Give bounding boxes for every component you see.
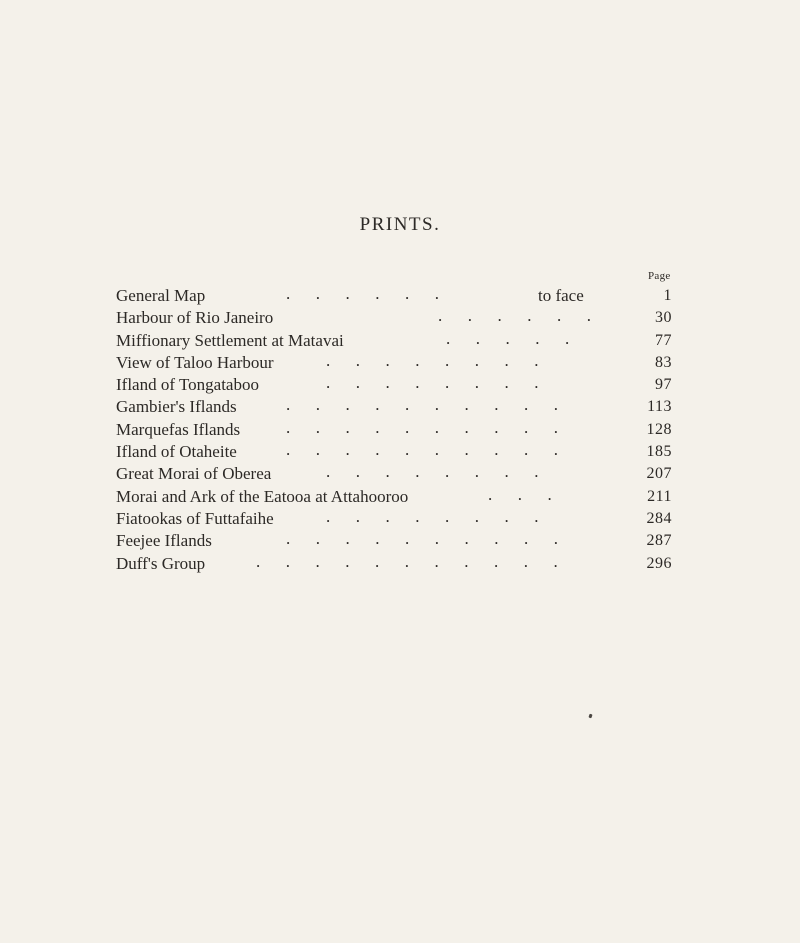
list-item [116,285,672,307]
print-title: Duff's Group [116,553,206,573]
page-column-label: Page [648,270,671,282]
page-number: 77 [655,331,672,349]
list-item [116,463,672,485]
print-title: Miffionary Settlement at Matavai [116,330,344,350]
print-title: Ifland of Otaheite [116,442,237,462]
list-item [116,419,672,441]
page-number: 113 [647,398,672,416]
list-item [116,441,672,463]
list-item [116,553,672,575]
print-title: Feejee Iflands [116,531,212,551]
list-item [116,530,672,552]
page-number: 1 [663,287,672,304]
leader-dots: . . . . . . [438,306,591,326]
print-title: Fiatookas of Futtafaihe [116,508,274,528]
leader-dots: . . . . . . [286,284,439,303]
leader-dots: . . . . . . . . [326,373,539,393]
leader-dots: . . . . . . . . . . [286,440,558,460]
leader-dots: . . . . . . . . . . [286,395,558,415]
leader-dots: . . . . . . . . . . [286,417,558,437]
print-title: Gambier's Iflands [116,397,237,417]
leader-dots: . . . . . . . . . . . [256,551,558,571]
prints-list [116,285,672,575]
ink-speck [588,714,592,719]
page-number: 211 [647,487,672,505]
leader-dots: . . . . . . . . [326,462,539,482]
leader-dots: . . . . . . . . [326,506,539,526]
page-number: 284 [646,509,672,527]
list-item [116,307,672,329]
print-title: Morai and Ark of the Eatooa at Attahooroo [116,486,409,506]
list-item [116,352,672,374]
page-number: 128 [646,420,672,438]
print-title: Ifland of Tongataboo [116,375,259,395]
page-heading: PRINTS. [359,214,441,235]
print-title: Harbour of Rio Janeiro [116,308,274,328]
page-number: 30 [655,309,672,327]
page-number: 83 [655,353,672,371]
page-number: 207 [646,465,672,483]
list-item [116,508,672,530]
leader-dots: . . . [488,484,552,504]
page-number: 185 [646,443,672,461]
leader-dots: . . . . . . . . [326,350,539,370]
page-number: 97 [655,376,672,394]
to-face-note: to face [538,286,584,305]
list-item [116,396,672,418]
page-number: 287 [646,532,672,550]
print-title: General Map [116,286,206,305]
list-item [116,486,672,508]
page-number: 296 [646,554,672,572]
print-title: Marquefas Iflands [116,419,241,439]
leader-dots: . . . . . . . . . . [286,529,558,549]
list-item [116,374,672,396]
print-title: Great Morai of Oberea [116,464,272,484]
list-item [116,330,672,352]
print-title: View of Taloo Harbour [116,352,274,372]
leader-dots: . . . . . [446,328,570,348]
